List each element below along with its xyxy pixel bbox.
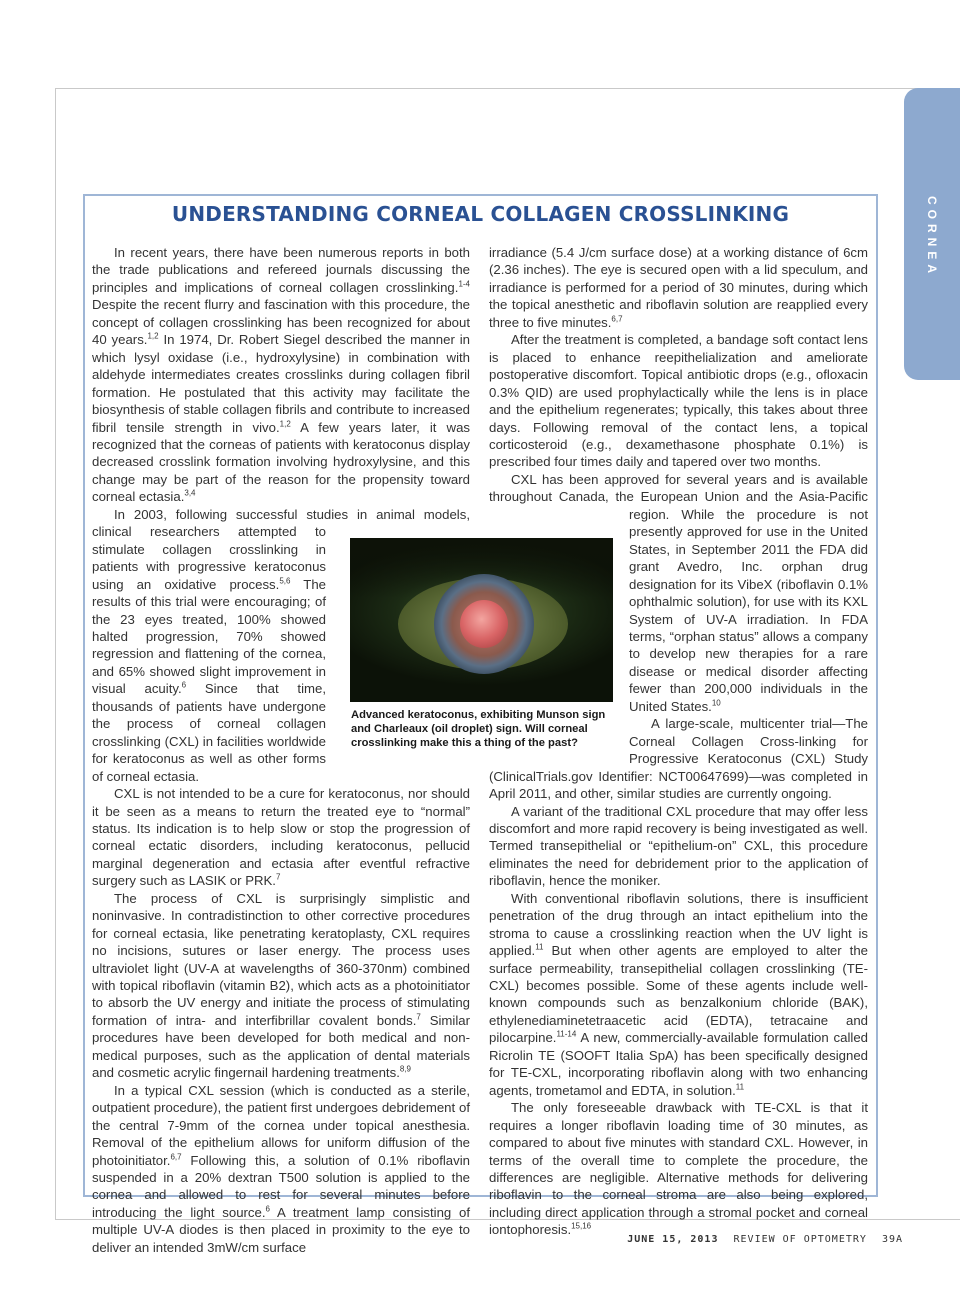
paragraph: In 2003, following successful studies in animal models, clinical researchers attempted to stimulate collagen crosslinking in patients with progressive keratoconus using an oxidative process.$^{5,6}$ The results of this trial were encouraging; of the 23 eyes treated, 100% showed halted progression, 70% showed regression and flattening of the cornea, and 65% showed slight improvement in visual acuity.$^6$ Since that time, thousands of patients have undergone the process of corneal collagen crosslinking (CXL) in facilities worldwide for keratoconus as well as other forms of corneal ectasia.: [92, 506, 470, 784]
paragraph: The process of CXL is surprisingly simplistic and noninvasive. In contradistinction to other corrective procedures for corneal ectasia, like penetrating keratoplasty, CXL requires no incisions, sutures or laser energy. The process uses ultraviolet light (UV-A at wavelengths of 360-370nm) combined with topical riboflavin (vitamin B2), which acts as a photoinitiator to absorb the UV energy and initiate the process of stimulating formation of intra- and interfibrillar covalent bonds.$^7$ Similar procedures have been developed for both medical and non-medical purposes, such as the application of dental materials and cosmetic acrylic fingernail hardening treatments.$^{8,9}$: [92, 890, 471, 1081]
figure-caption: Advanced keratoconus, exhibiting Munson sign and Charleaux (oil droplet) sign. Will corneal crosslinking make this a thing of the past?: [351, 709, 606, 749]
footer-date: JUNE 15, 2013: [627, 1234, 719, 1245]
paragraph: A large-scale, multicenter trial—The Corneal Collagen Cross-linking for Progressive Keratoconus (CXL) Study (ClinicalTrials.gov Identifier: NCT00647699)—was completed in April 2011, and other, similar studies are currently ongoing.: [489, 716, 868, 802]
article-title: UNDERSTANDING CORNEAL COLLAGEN CROSSLINKING: [171, 202, 790, 226]
page-footer: [619, 1234, 903, 1245]
paragraph: CXL has been approved for several years and is available throughout Canada, the European Union and the Asia-Pacific region. While the procedure is not presently approved for use in the United States, in September 2011 the FDA did grant Avedro, Inc. orphan drug designation for its VibeX (riboflavin 0.1% ophthalmic solution), for use with its KXL System of UV-A irradiation. In FDA terms, “orphan status” allows a company to develop new therapies for a rare disease or medical disorder affecting fewer than 200,000 individuals in the United States.$^{10}$: [489, 471, 868, 714]
paragraph: With conventional riboflavin solutions, there is insufficient penetration of the drug through an intact epithelium into the stroma to cause a crosslinking reaction when the UV light is applied.$^{11}$ But when other agents are employed to alter the surface permeability, transepithelial collagen crosslinking (TE-CXL) becomes possible. Some of these agents include well-known compounds such as benzalkonium chloride (BAK), ethylenediaminetetraacetic acid (EDTA), tetracaine and pilocarpine.$^{11-14}$ A new, commercially-available formulation called Ricrolin TE (SOOFT Italia SpA) has been specifically designed for TE-CXL, incorporating riboflavin along with two enhancing agents, trometamol and EDTA, in solution.$^{11}$: [489, 890, 868, 1098]
section-tab-label: CORNEA: [925, 196, 939, 279]
paragraph: In recent years, there have been numerous reports in both the trade publications and refereed journals discussing the principles and implications of corneal collagen crosslinking.$^{1-4}$ Despite the recent flurry and fascination with this procedure, the concept of collagen crosslinking has been recognized for about 40 years.$^{1,2}$ In 1974, Dr. Robert Siegel described the manner in which lysyl oxidase (i.e., hydroxylysine) in combination with aldehyde intermediates creates crosslinks during collagen fibril formation. He postulated that this activity may facilitate the biosynthesis of stable collagen fibrils and contribute to increased fibril tensile strength in vivo.$^{1,2}$ A few years later, it was recognized that the corneas of patients with keratoconus display decreased crosslink formation involving hydroxylysine, and this change may be part of the reason for the propensity toward corneal ectasia.$^{3,4}$: [92, 245, 470, 505]
paragraph: irradiance (5.4 J/cm surface dose) at a working distance of 6cm (2.36 inches). The eye is secured open with a lid speculum, and irradiance is performed for a period of 30 minutes, during which the topical anesthetic and riboflavin solution are reapplied every three to five minutes.$^{6,7}$: [489, 245, 868, 330]
footer-publication: REVIEW OF OPTOMETRY: [733, 1234, 867, 1245]
footer-page-number: 39A: [881, 1234, 903, 1245]
paragraph: In a typical CXL session (which is conducted as a sterile, outpatient procedure), the patient first undergoes debridement of the central 7-9mm of the cornea under topical anesthesia. Removal of the epithelium allows for uniform diffusion of the photoinitiator.$^{6,7}$ Following this, a solution of 0.1% riboflavin suspended in a 20% dextran T500 solution is applied to the cornea and allowed to rest for several minutes before introducing the light source.$^6$ A treatment lamp consisting of multiple UV-A diodes is then placed in proximity to the eye to deliver an intended 3mW/cm surface: [92, 1082, 470, 1255]
paragraph: The only foreseeable drawback with TE-CXL is that it requires a longer riboflavin loading time of 30 minutes, as compared to about five minutes with standard CXL. However, in terms of the overall time to complete the procedure, the differences are negligible. Alternative methods for delivering riboflavin to the corneal stroma are also being explored, including direct application through a stromal pocket and corneal iontophoresis.$^{15,16}$: [489, 1100, 868, 1238]
paragraph: After the treatment is completed, a bandage soft contact lens is placed to enhance reepithelialization and ameliorate postoperative discomfort. Topical antibiotic drops (e.g., ofloxacin 0.3% QID) are used prophylactically while the lens is in place and the epithelium regenerates; typically, this takes about three days. Following removal of the contact lens, a topical corticosteroid (e.g., dexamethasone phosphate 0.1%) is prescribed four times daily and tapered over two months.: [489, 332, 868, 470]
pupil-reflex: [460, 600, 508, 648]
left-column: [92, 244, 470, 1256]
keratoconus-eye-photo: [350, 538, 613, 702]
paragraph: A variant of the traditional CXL procedure that may offer less discomfort and more rapid recovery is being investigated as well. Termed transepithelial or “epithelium-on” CXL, this procedure eliminates the need for debridement prior to the application of riboflavin, hence the moniker.: [489, 803, 868, 889]
paragraph: CXL is not intended to be a cure for keratoconus, nor should it be seen as a means to return the treated eye to “normal” status. Its indication is to help slow or stop the progression of corneal ectatic disorders, including keratoconus, pellucid marginal degeneration and ectasia after eventful refractive surgery such as LASIK or PRK.$^7$: [92, 786, 470, 889]
